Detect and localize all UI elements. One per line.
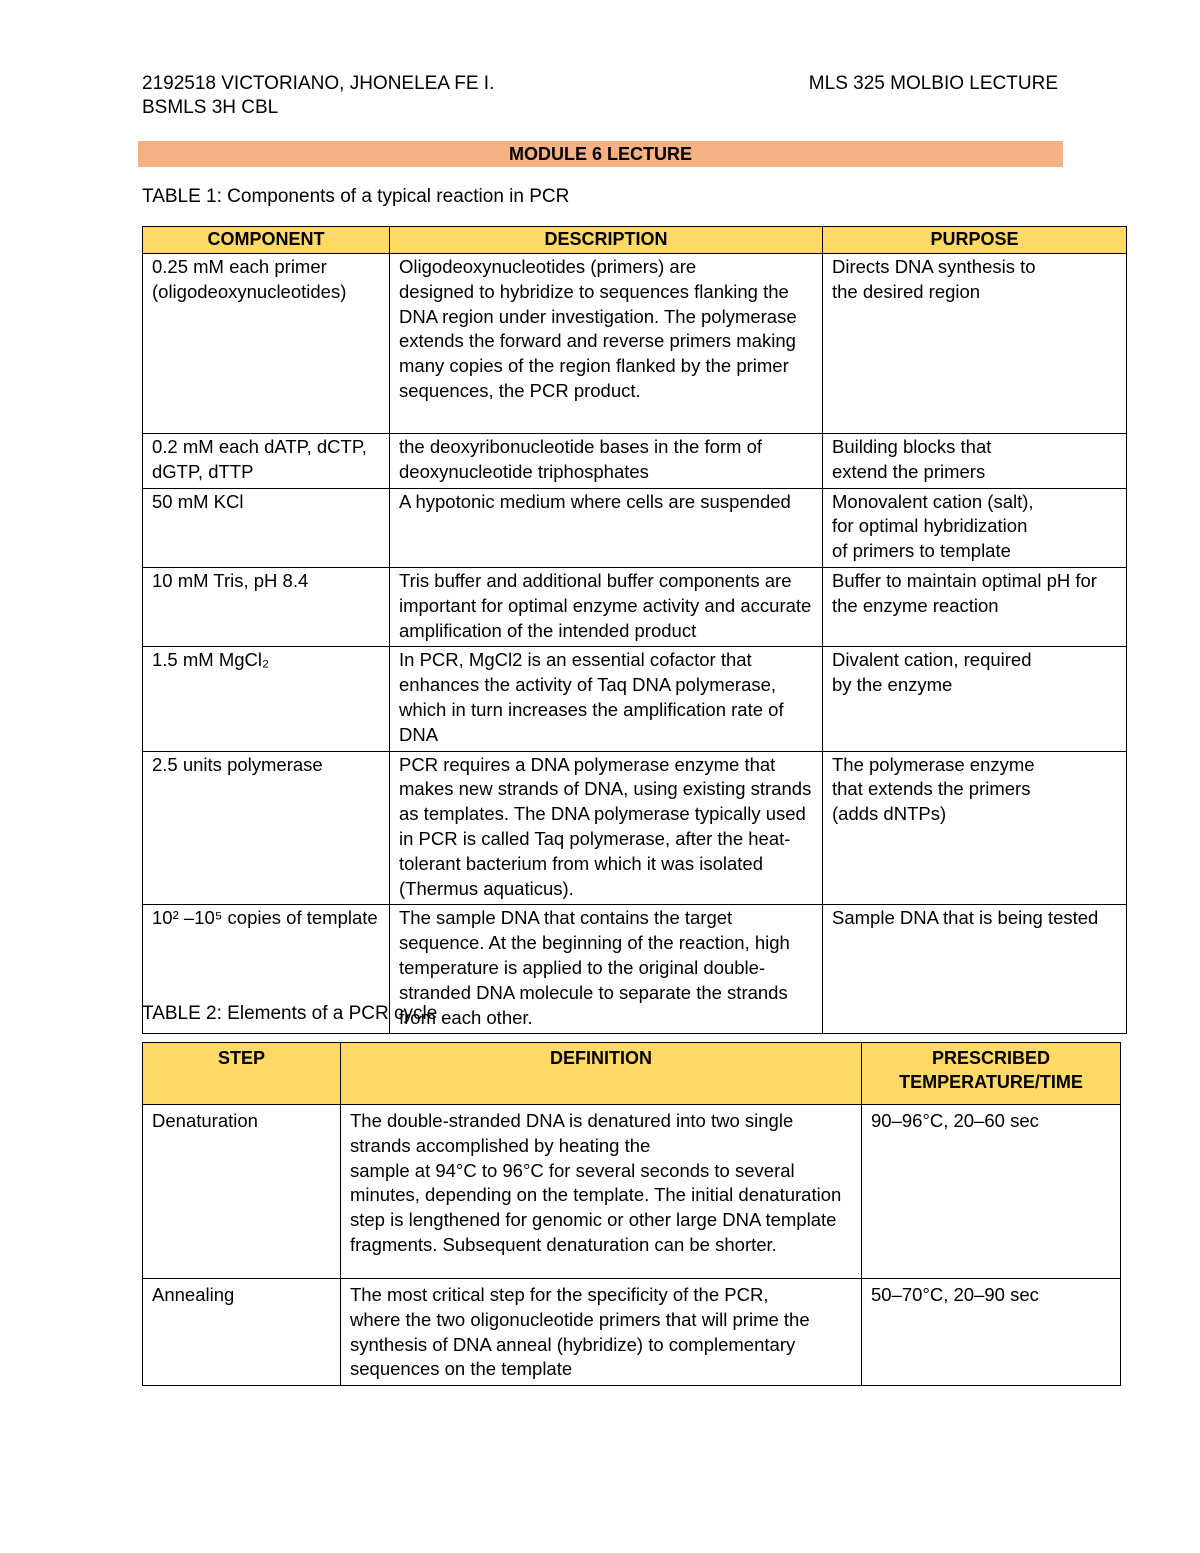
purpose-cell: Buffer to maintain optimal pH for the enzyme reaction	[823, 567, 1127, 646]
column-header-step: STEP	[143, 1043, 341, 1105]
temperature-cell: 50–70°C, 20–90 sec	[862, 1279, 1121, 1386]
table2-caption: TABLE 2: Elements of a PCR cycle	[142, 1003, 438, 1024]
table-header-row	[143, 1043, 1121, 1105]
header-left	[142, 72, 494, 120]
purpose-cell: Directs DNA synthesis to the desired region	[823, 254, 1127, 434]
purpose-cell: The polymerase enzyme that extends the primers (adds dNTPs)	[823, 751, 1127, 905]
column-header-temperature: PRESCRIBED TEMPERATURE/TIME	[862, 1043, 1121, 1105]
component-cell: 1.5 mM MgCl₂	[143, 647, 390, 751]
purpose-cell: Divalent cation, required by the enzyme	[823, 647, 1127, 751]
component-cell: 0.25 mM each primer (oligodeoxynucleotides)	[143, 254, 390, 434]
step-cell: Annealing	[143, 1279, 341, 1386]
description-cell: the deoxyribonucleotide bases in the form of deoxynucleotide triphosphates	[390, 434, 823, 489]
table-header-row	[143, 227, 1127, 254]
table-row	[143, 488, 1127, 567]
description-cell: A hypotonic medium where cells are suspended	[390, 488, 823, 567]
temperature-cell: 90–96°C, 20–60 sec	[862, 1105, 1121, 1279]
course-title: MLS 325 MOLBIO LECTURE	[808, 73, 1058, 94]
definition-cell: The most critical step for the specificity of the PCR, where the two oligonucleotide primers that will prime the synthesis of DNA anneal (hybridize) to complementary sequences on the template	[341, 1279, 862, 1386]
pcr-cycle-table	[142, 1042, 1121, 1386]
student-section: BSMLS 3H CBL	[142, 97, 279, 118]
purpose-cell: Sample DNA that is being tested	[823, 905, 1127, 1034]
column-header-definition: DEFINITION	[341, 1043, 862, 1105]
component-cell: 10 mM Tris, pH 8.4	[143, 567, 390, 646]
component-cell: 50 mM KCl	[143, 488, 390, 567]
table-row	[143, 434, 1127, 489]
purpose-cell: Building blocks that extend the primers	[823, 434, 1127, 489]
module-banner: MODULE 6 LECTURE	[138, 141, 1063, 167]
table-row	[143, 567, 1127, 646]
description-cell: PCR requires a DNA polymerase enzyme that makes new strands of DNA, using existing strands as templates. The DNA polymerase typically used in PCR is called Taq polymerase, after the heat-tolerant bacterium from which it was isolated (Thermus aquaticus).	[390, 751, 823, 905]
column-header-description: DESCRIPTION	[390, 227, 823, 254]
table-row	[143, 1279, 1121, 1386]
component-cell: 10² –10⁵ copies of template	[143, 905, 390, 1034]
components-table	[142, 226, 1127, 1034]
component-cell: 2.5 units polymerase	[143, 751, 390, 905]
purpose-cell: Monovalent cation (salt), for optimal hybridization of primers to template	[823, 488, 1127, 567]
step-cell: Denaturation	[143, 1105, 341, 1279]
student-name: 2192518 VICTORIANO, JHONELEA FE I.	[142, 73, 495, 94]
table-row	[143, 751, 1127, 905]
component-cell: 0.2 mM each dATP, dCTP, dGTP, dTTP	[143, 434, 390, 489]
column-header-purpose: PURPOSE	[823, 227, 1127, 254]
table-row	[143, 647, 1127, 751]
description-cell: In PCR, MgCl2 is an essential cofactor that enhances the activity of Taq DNA polymerase, which in turn increases the amplification rate of DNA	[390, 647, 823, 751]
description-cell: Oligodeoxynucleotides (primers) are designed to hybridize to sequences flanking the DNA region under investigation. The polymerase extends the forward and reverse primers making many copies of the region flanked by the primer sequences, the PCR product.	[390, 254, 823, 434]
description-cell: The sample DNA that contains the target sequence. At the beginning of the reaction, high temperature is applied to the original double-stranded DNA molecule to separate the strands from each other.	[390, 905, 823, 1034]
table1-caption: TABLE 1: Components of a typical reaction in PCR	[142, 186, 570, 207]
definition-cell: The double-stranded DNA is denatured into two single strands accomplished by heating the sample at 94°C to 96°C for several seconds to several minutes, depending on the template. The initial denaturation step is lengthened for genomic or other large DNA template fragments. Subsequent denaturation can be shorter.	[341, 1105, 862, 1279]
description-cell: Tris buffer and additional buffer components are important for optimal enzyme activity and accurate amplification of the intended product	[390, 567, 823, 646]
table-row	[143, 254, 1127, 434]
table-row	[143, 1105, 1121, 1279]
column-header-component: COMPONENT	[143, 227, 390, 254]
